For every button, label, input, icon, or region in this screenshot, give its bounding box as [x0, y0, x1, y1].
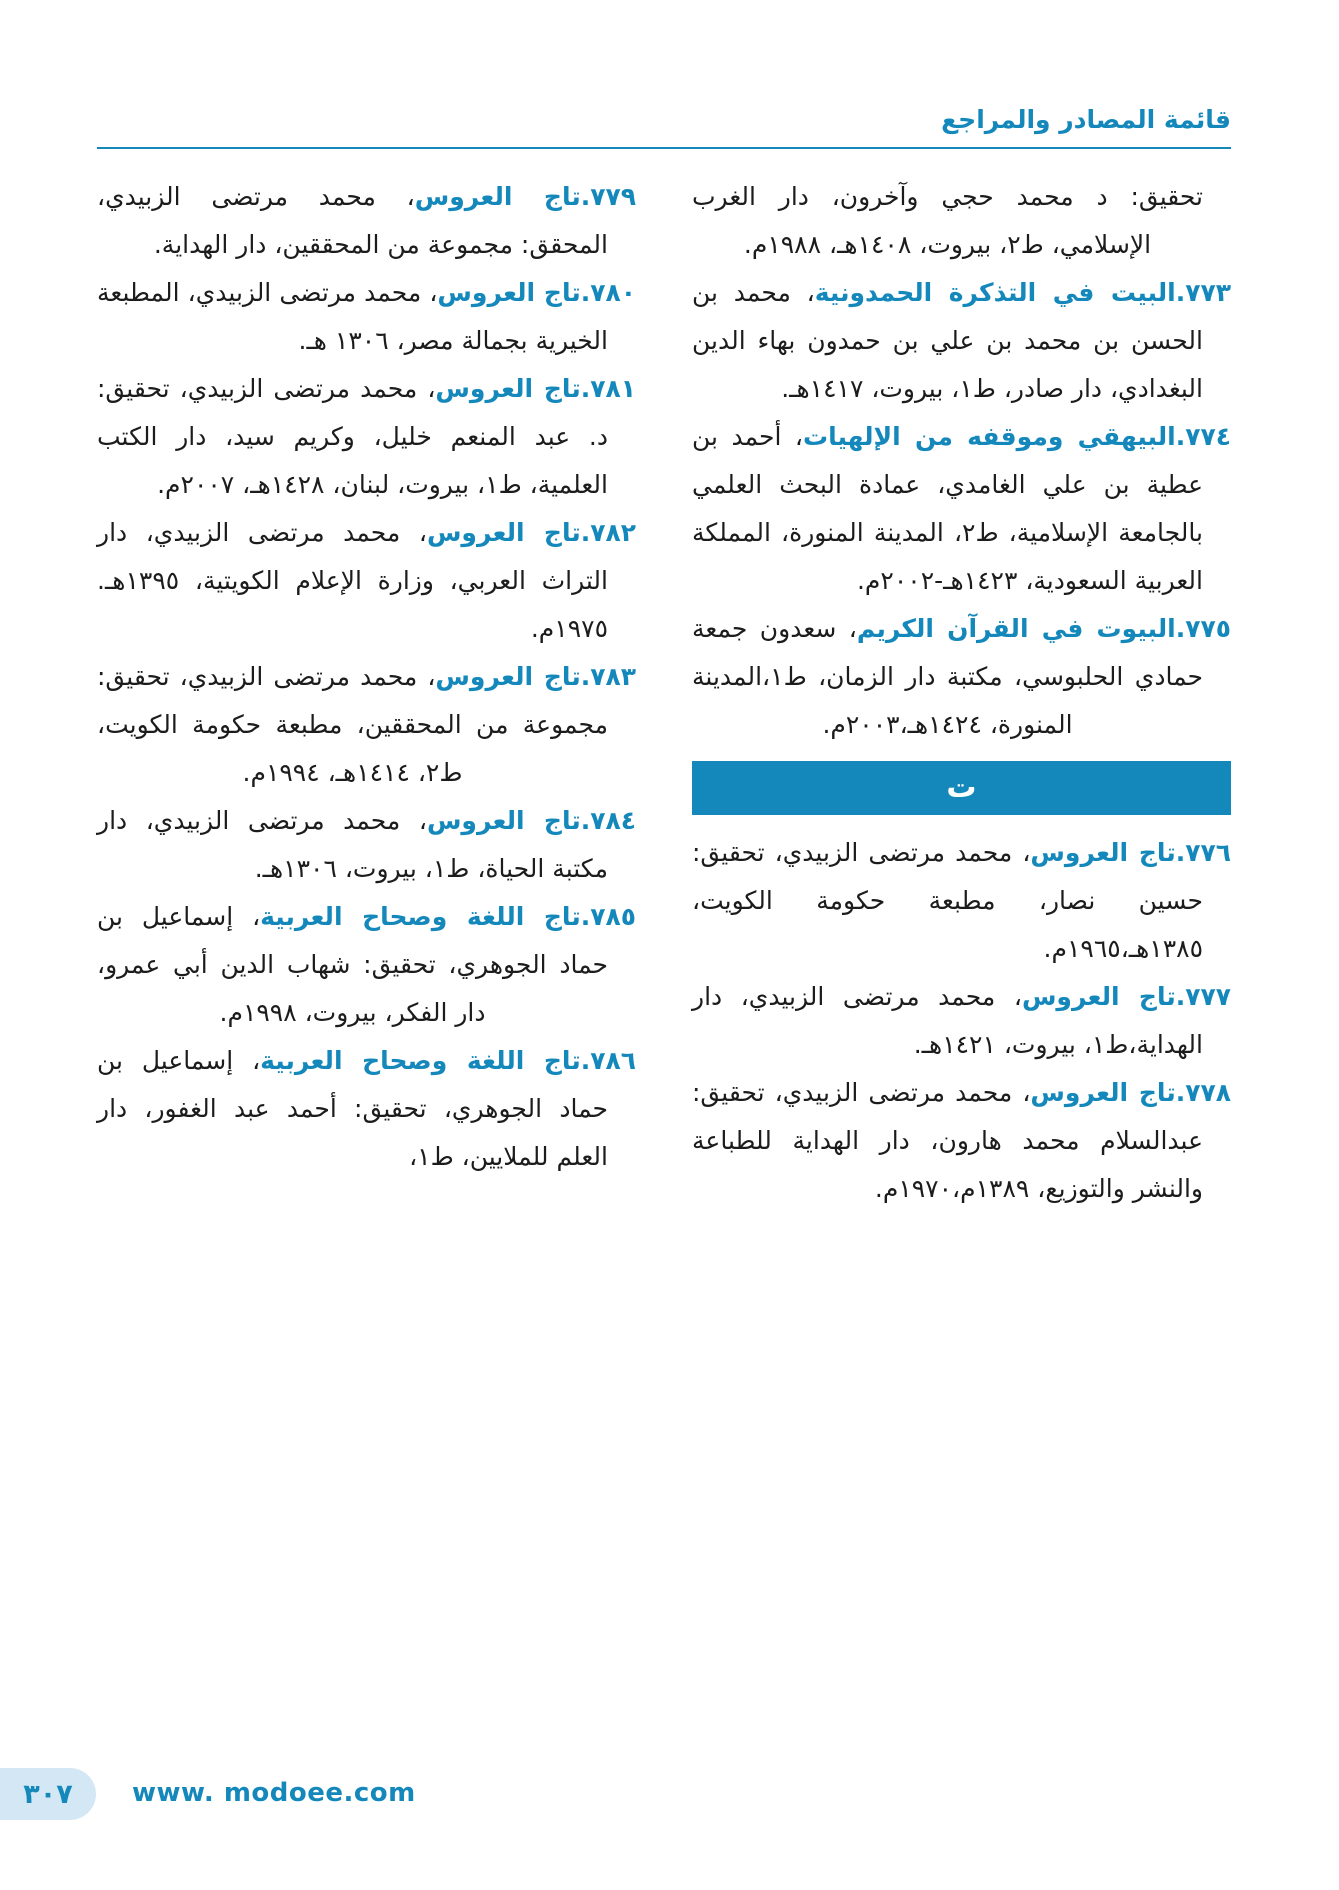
bibliography-entry-780 [97, 269, 636, 365]
entry-number: ٧٧٣. [1175, 277, 1231, 307]
header-divider [97, 147, 1231, 149]
bibliography-entry-778 [692, 1069, 1231, 1213]
entry-title: تاج العروس [426, 517, 581, 547]
section-letter: ت [946, 770, 977, 805]
page-number-badge [0, 1768, 96, 1820]
entry-text: ، محمد مرتضى الزبيدي، تحقيق: حسين نصار، مطبعة حكومة الكويت، ١٣٨٥هـ،١٩٦٥م. [692, 837, 1203, 963]
entry-text: ، سعدون جمعة حمادي الحلبوسي، مكتبة دار الزمان، ط١،المدينة المنورة، ١٤٢٤هـ،٢٠٠٣م. [692, 613, 1203, 739]
entry-number: ٧٨٦. [580, 1045, 636, 1075]
entry-text: ، إسماعيل بن حماد الجوهري، تحقيق: شهاب الدين أبي عمرو، دار الفكر، بيروت، ١٩٩٨م. [97, 901, 608, 1027]
bibliography-entry-774 [692, 413, 1231, 605]
entry-title: تاج العروس [437, 277, 581, 307]
bibliography-entry-784 [97, 797, 636, 893]
entry-number: ٧٨٤. [580, 805, 637, 835]
entry-text: ، محمد مرتضى الزبيدي، دار التراث العربي، وزارة الإعلام الكويتية، ١٣٩٥هـ. ١٩٧٥م. [97, 517, 608, 643]
entry-text: ، محمد مرتضى الزبيدي، تحقيق: مجموعة من المحققين، مطبعة حكومة الكويت، ط٢، ١٤١٤هـ، ١٩٩٤م. [97, 661, 608, 787]
entry-title: تاج العروس [1030, 1077, 1176, 1107]
column-left [97, 173, 636, 1181]
entry-title: تاج اللغة وصحاح العربية [260, 1045, 581, 1075]
bibliography-entry-786 [97, 1037, 636, 1181]
entry-number: ٧٨٥. [580, 901, 636, 931]
entry-number: ٧٨٣. [580, 661, 636, 691]
entry-title: تاج العروس [435, 661, 581, 691]
bibliography-entry-783 [97, 653, 636, 797]
entry-text: ، محمد مرتضى الزبيدي، المحقق: مجموعة من المحققين، دار الهداية. [97, 181, 608, 259]
bibliography-entry-782 [97, 509, 636, 653]
bibliography-entry-776 [692, 829, 1231, 973]
entry-number: ٧٧٩. [580, 181, 636, 211]
entry-continuation: تحقيق: د محمد حجي وآخرون، دار الغرب الإسلامي، ط٢، بيروت، ١٤٠٨هـ، ١٩٨٨م. [692, 181, 1203, 259]
entry-title: البيوت في القرآن الكريم [856, 613, 1176, 643]
bibliography-entry-773 [692, 269, 1231, 413]
entry-number: ٧٧٨. [1175, 1077, 1231, 1107]
entry-title: تاج العروس [426, 805, 581, 835]
bibliography-entry-779 [97, 173, 636, 269]
entry-text: ، إسماعيل بن حماد الجوهري، تحقيق: أحمد عبد الغفور، دار العلم للملايين، ط١، [97, 1045, 608, 1171]
entry-title: تاج العروس [1030, 837, 1176, 867]
entry-text: ، محمد مرتضى الزبيدي، دار الهداية،ط١، بيروت، ١٤٢١هـ. [692, 981, 1203, 1059]
entry-title: تاج العروس [414, 181, 581, 211]
entry-title: تاج العروس [1021, 981, 1176, 1011]
bibliography-entry-785 [97, 893, 636, 1037]
entry-number: ٧٨٠. [580, 277, 636, 307]
entry-text: ، محمد مرتضى الزبيدي، تحقيق: د. عبد المنعم خليل، وكريم سيد، دار الكتب العلمية، ط١، بيروت، لبنان، ١٤٢٨هـ، ٢٠٠٧م. [97, 373, 608, 499]
content-columns [97, 173, 1231, 1213]
page-header [97, 104, 1231, 149]
entry-number: ٧٨٢. [580, 517, 637, 547]
entry-number: ٧٧٥. [1175, 613, 1231, 643]
column-right [692, 173, 1231, 1213]
entry-title: تاج اللغة وصحاح العربية [260, 901, 581, 931]
entry-text: ، محمد مرتضى الزبيدي، المطبعة الخيرية بجمالة مصر، ١٣٠٦ هـ. [97, 277, 608, 355]
entry-text: ، محمد بن الحسن بن محمد بن علي بن حمدون بهاء الدين البغدادي، دار صادر، ط١، بيروت، ١٤١٧هـ. [692, 277, 1203, 403]
entry-number: ٧٧٧. [1175, 981, 1232, 1011]
page-footer [0, 1768, 1339, 1820]
entry-text: ، محمد مرتضى الزبيدي، دار مكتبة الحياة، ط١، بيروت، ١٣٠٦هـ. [97, 805, 608, 883]
entry-text: ، أحمد بن عطية بن علي الغامدي، عمادة البحث العلمي بالجامعة الإسلامية، ط٢، المدينة المنورة، المملكة العربية السعودية، ١٤٢٣هـ-٢٠٠٢م. [692, 421, 1204, 595]
entry-title: تاج العروس [435, 373, 581, 403]
bibliography-entry-777 [692, 973, 1231, 1069]
entry-title: البيهقي وموقفه من الإلهيات [802, 421, 1176, 451]
section-header-taa [692, 761, 1231, 815]
bibliography-entry-781 [97, 365, 636, 509]
entry-title: البيت في التذكرة الحمدونية [814, 277, 1176, 307]
entry-number: ٧٧٤. [1175, 421, 1232, 451]
entry-text: ، محمد مرتضى الزبيدي، تحقيق: عبدالسلام محمد هارون، دار الهداية للطباعة والنشر والتوزيع، ١٣٨٩م،١٩٧٠م. [692, 1077, 1203, 1203]
website-text: www. modoee.com [132, 1778, 416, 1808]
entry-number: ٧٧٦. [1175, 837, 1231, 867]
entry-number: ٧٨١. [580, 373, 636, 403]
page-title: قائمة المصادر والمراجع [941, 105, 1231, 134]
page-number: ٣٠٧ [23, 1778, 73, 1810]
bibliography-entry-775 [692, 605, 1231, 749]
